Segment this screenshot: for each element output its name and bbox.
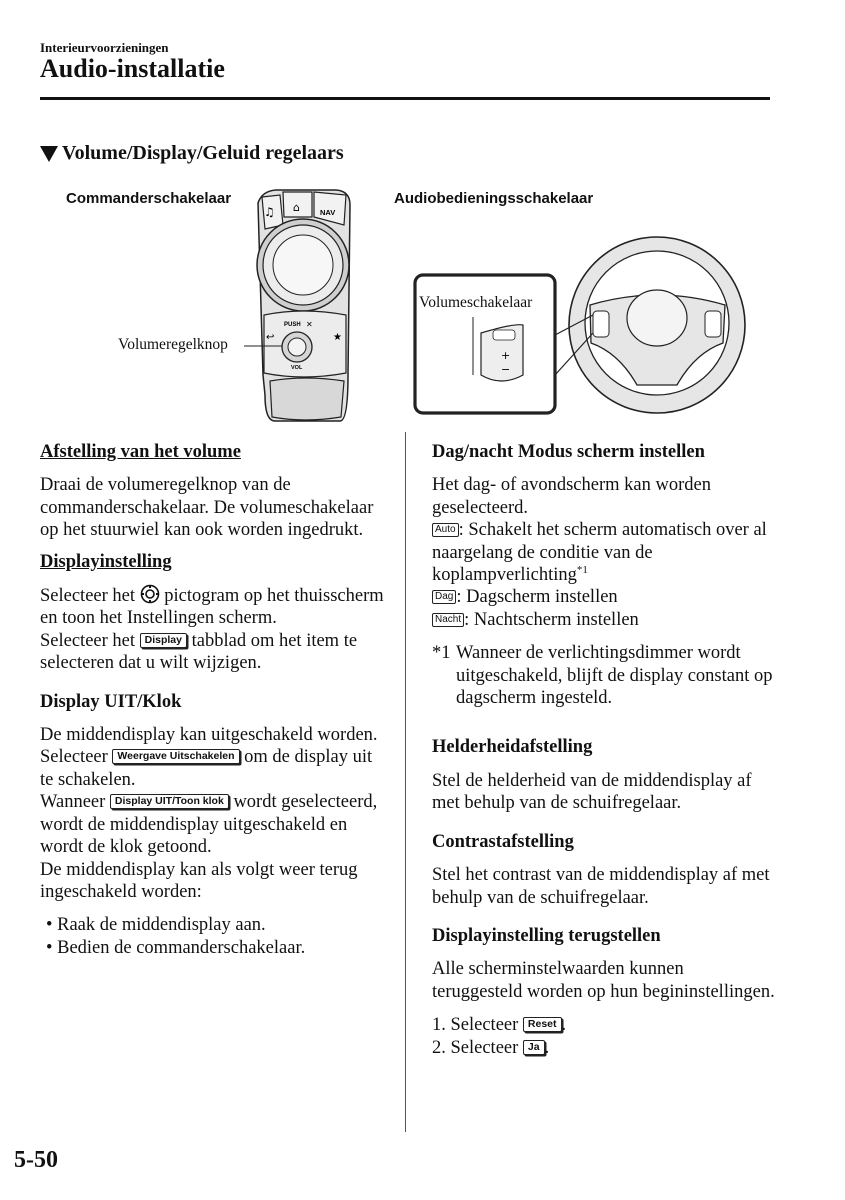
svg-text:−: − — [501, 363, 511, 376]
star-icon: ★ — [333, 332, 342, 343]
text-contrast: Stel het contrast van de middendisplay af met behulp van de schuifregelaar. — [432, 865, 770, 908]
callout-volume-switch: Volumeschakelaar — [419, 294, 533, 311]
left-column — [40, 441, 390, 959]
triangle-down-icon — [40, 146, 58, 162]
title-rule — [40, 97, 770, 100]
ja-tag: Ja — [523, 1040, 545, 1055]
text-display-off-2: Wanneer Display UIT/Toon klok wordt geselecteerd, wordt de middendisplay uitgeschakeld en wordt de klok getoond. — [40, 792, 378, 858]
tab-display-tag: Display — [140, 633, 187, 648]
mute-icon: ✕ — [306, 320, 313, 329]
heading-contrast: Contrastafstelling — [432, 831, 574, 852]
text-daynight-night: Nacht : Nachtscherm instellen — [432, 609, 777, 631]
list-item: 1. Selecteer Reset . — [432, 1015, 567, 1036]
commander-switch-illustration — [100, 185, 360, 430]
text-volume: Draai de volumeregelknop van de commanderschakelaar. De volumeschakelaar op het stuurwiel kan ook worden ingedrukt. — [40, 475, 374, 541]
text-display-off-1: De middendisplay kan uitgeschakeld worden. Selecteer Weergave Uitschakelen om de display uit te schakelen. — [40, 725, 378, 790]
callout-volume-knob: Volumeregelknop — [118, 336, 228, 353]
footnote: *1 Wanneer de verlichtingsdimmer wordt uitgeschakeld, blijft de display constant op dagscherm ingesteld. — [432, 643, 773, 709]
text-display-setting-1: Selecteer het pictogram op het thuisscherm en toon het Instellingen scherm. — [40, 586, 384, 629]
page-title: Audio-installatie — [40, 54, 225, 83]
back-arrow-icon: ↩ — [266, 332, 275, 343]
reset-tag: Reset — [523, 1017, 562, 1032]
display-clock-tag: Display UIT/Toon klok — [110, 794, 229, 809]
text-daynight-auto: Auto : Schakelt het scherm automatisch over al naargelang de conditie van de koplampverlichting$^{*1}$ — [432, 520, 767, 586]
heading-daynight: Dag/nacht Modus scherm instellen — [432, 442, 705, 462]
list-item: 2. Selecteer Ja . — [432, 1037, 550, 1058]
steering-wheel-illustration — [405, 225, 750, 420]
list-item: • Raak de middendisplay aan. — [46, 915, 266, 936]
auto-tag: Auto — [432, 523, 459, 537]
section-heading — [40, 142, 344, 165]
display-off-tag: Weergave Uitschakelen — [112, 749, 239, 764]
text-daynight-day: Dag : Dagscherm instellen — [432, 586, 777, 608]
text-reset: Alle scherminstelwaarden kunnen teruggesteld worden op hun begininstellingen. — [432, 959, 775, 1002]
night-tag: Nacht — [432, 613, 464, 627]
heading-volume: Afstelling van het volume — [40, 442, 241, 462]
heading-display-off: Display UIT/Klok — [40, 691, 182, 712]
heading-reset: Displayinstelling terugstellen — [432, 925, 661, 946]
figure-label-commander: Commanderschakelaar — [66, 190, 232, 207]
nav-button-label: NAV — [320, 208, 336, 217]
section-heading-text: Volume/Display/Geluid regelaars — [62, 142, 344, 164]
figure-label-audio-switch: Audiobedieningsschakelaar — [394, 190, 594, 207]
day-tag: Dag — [432, 590, 456, 604]
push-label: PUSH — [284, 322, 301, 328]
text-display-setting-2: Selecteer het Display tabblad om het item te selecteren dat u wilt wijzigen. — [40, 630, 358, 674]
right-column — [432, 441, 777, 1059]
page-number: 5-50 — [14, 1147, 58, 1173]
gear-icon — [140, 584, 160, 604]
heading-display-setting: Displayinstelling — [40, 551, 172, 572]
section-kicker: Interieurvoorzieningen — [40, 40, 169, 55]
home-icon: ⌂ — [293, 201, 300, 214]
text-display-off-3: De middendisplay kan als volgt weer terug ingeschakeld worden: — [40, 859, 358, 902]
vol-label: VOL — [291, 365, 303, 371]
heading-brightness: Helderheidafstelling — [432, 737, 593, 758]
column-divider — [405, 432, 406, 1132]
text-brightness: Stel de helderheid van de middendisplay af met behulp van de schuifregelaar. — [432, 770, 752, 814]
list-item: • Bedien de commanderschakelaar. — [46, 937, 306, 958]
svg-text:+: + — [501, 349, 511, 362]
music-note-icon: ♫ — [264, 205, 275, 219]
text-daynight-intro: Het dag- of avondscherm kan worden geselecteerd. — [432, 475, 711, 518]
